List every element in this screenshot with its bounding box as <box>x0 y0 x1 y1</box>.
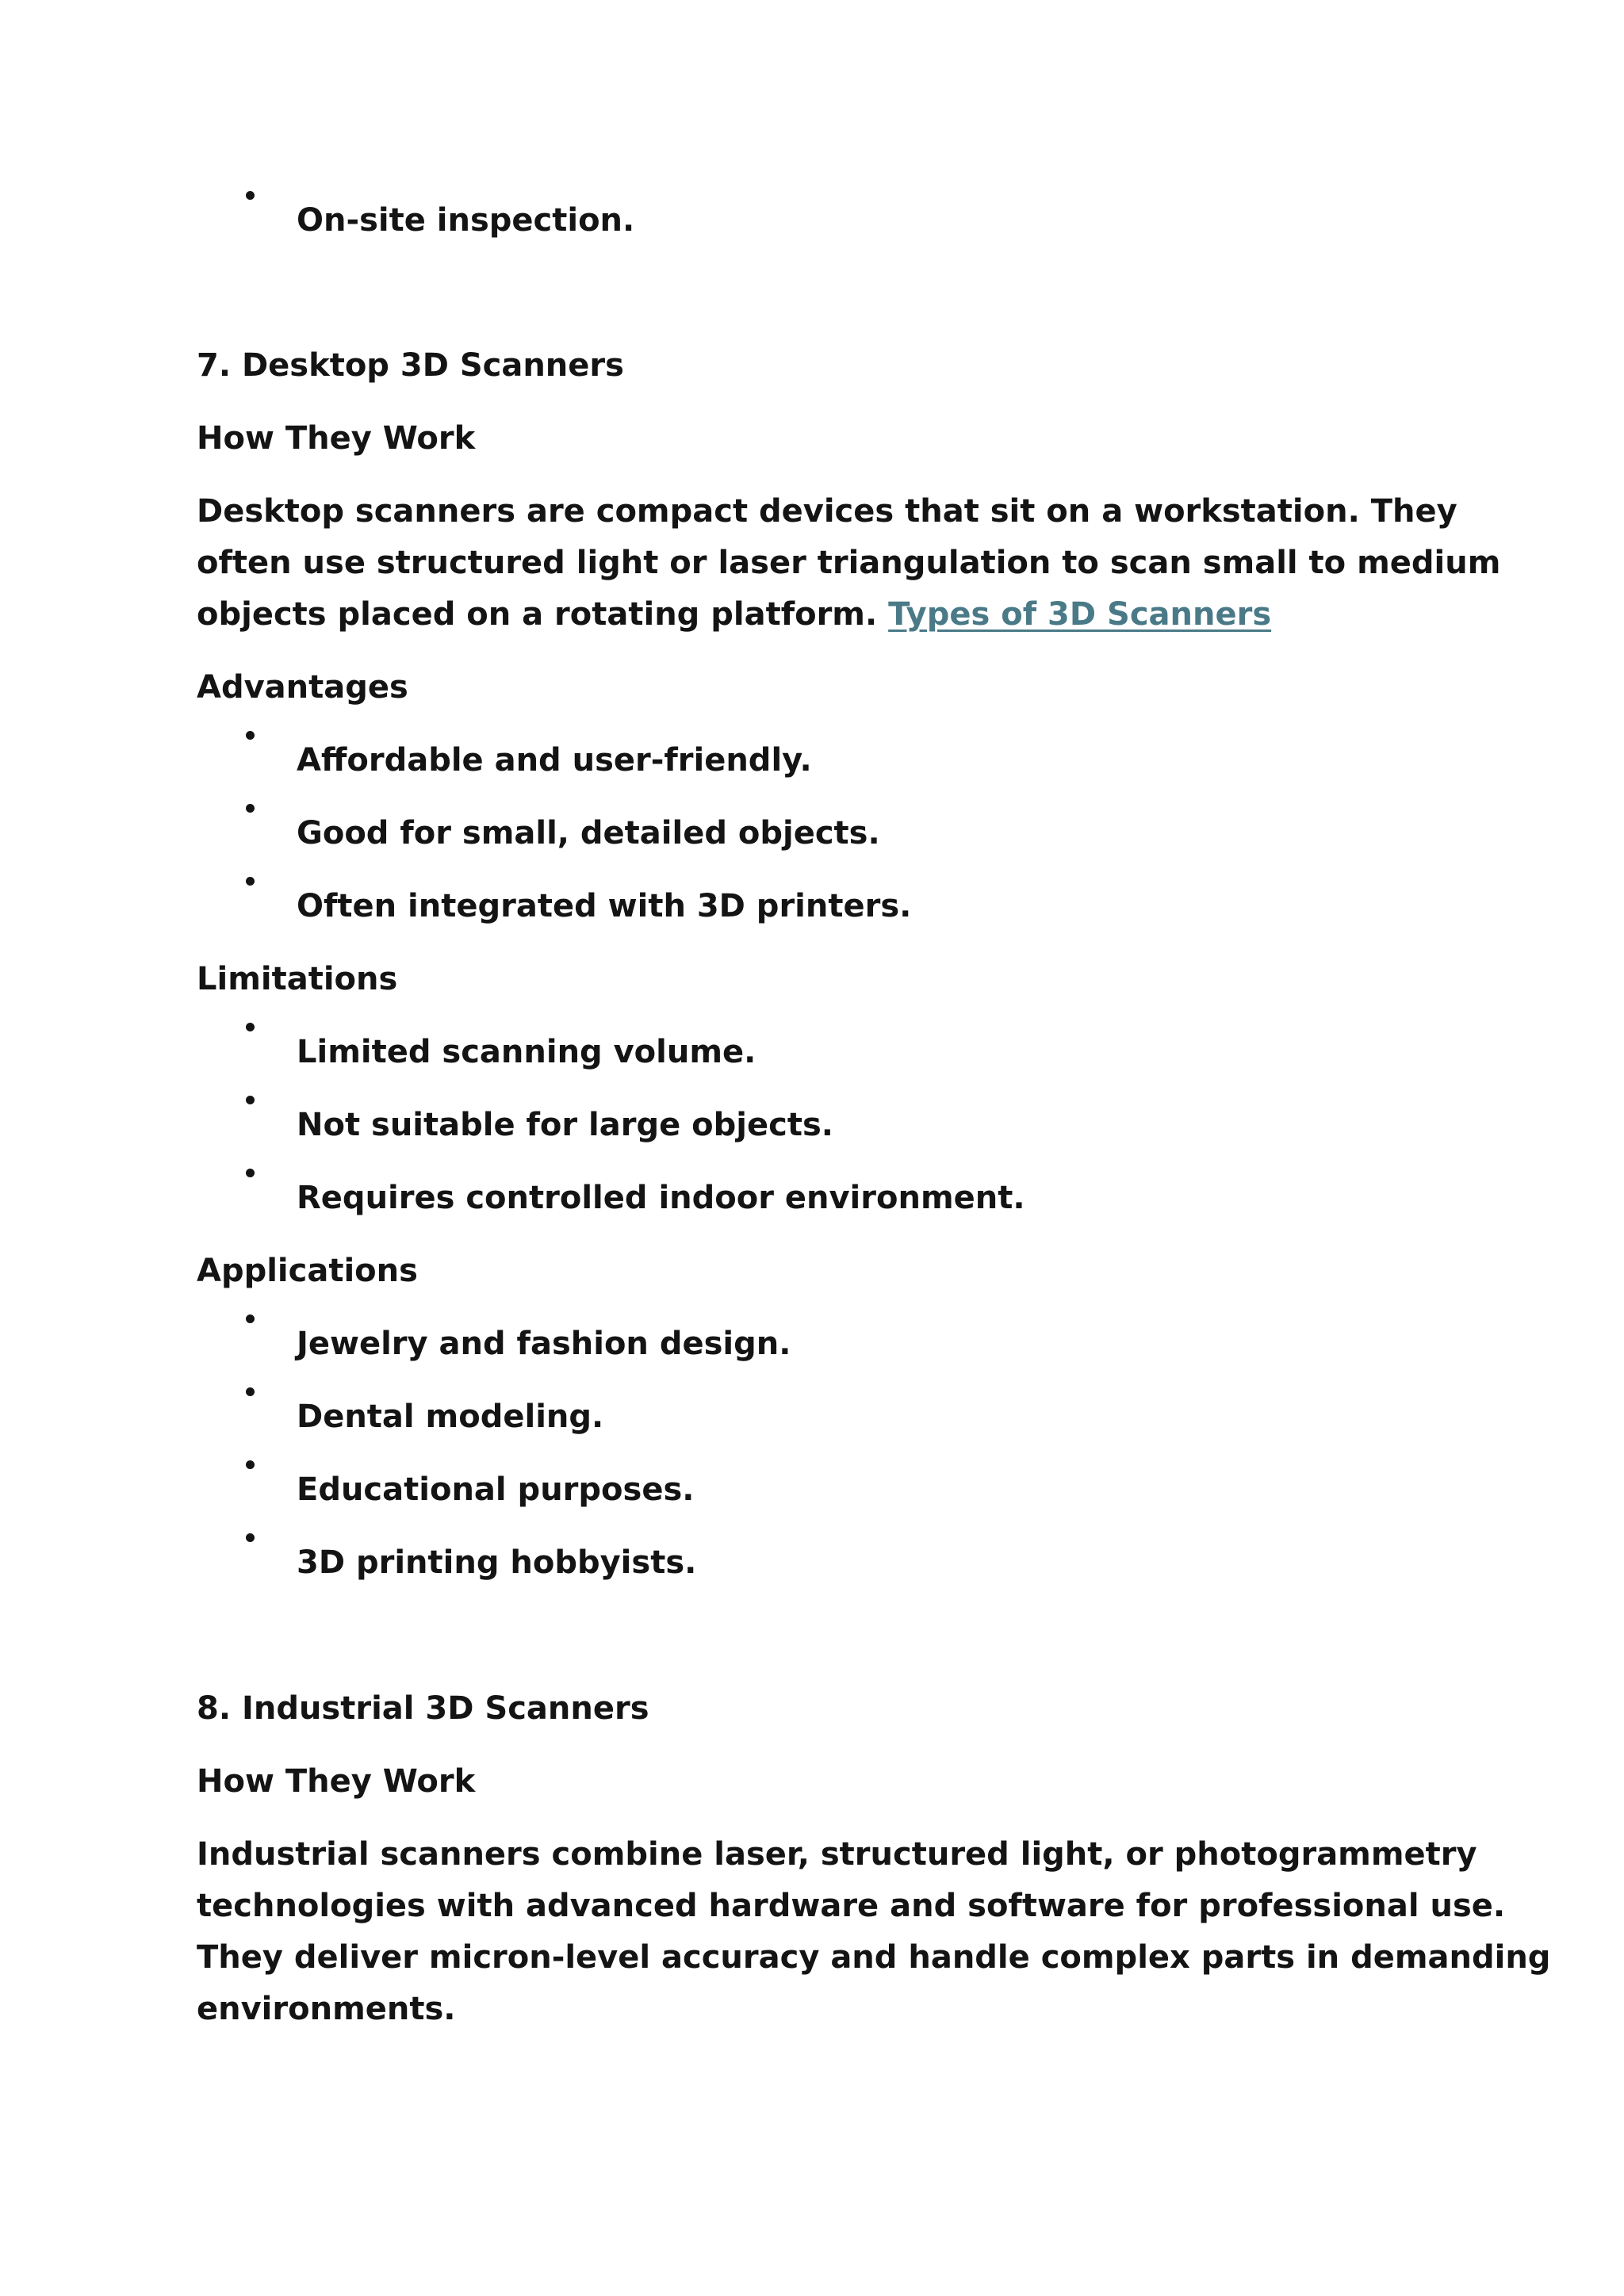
bullet-icon <box>246 191 255 200</box>
bullet-icon <box>246 1460 255 1469</box>
types-of-3d-scanners-link[interactable]: Types of 3D Scanners <box>888 596 1272 633</box>
bullet-icon <box>246 804 255 813</box>
subheading-limitations: Limitations <box>197 961 398 997</box>
list-item-text: 3D printing hobbyists. <box>297 1544 697 1581</box>
bullet-icon <box>246 1387 255 1396</box>
list-item-text: On-site inspection. <box>297 202 635 239</box>
bullet-icon <box>246 1096 255 1104</box>
list-item-text: Educational purposes. <box>297 1471 695 1508</box>
list-item-text: Jewelry and fashion design. <box>297 1326 791 1362</box>
bullet-icon <box>246 1023 255 1031</box>
paragraph-line: Industrial scanners combine laser, structured light, or photogrammetry <box>197 1836 1477 1873</box>
bullet-icon <box>246 1169 255 1177</box>
list-item-text: Dental modeling. <box>297 1399 604 1435</box>
paragraph-line: technologies with advanced hardware and software for professional use. <box>197 1888 1506 1924</box>
list-item-text: Limited scanning volume. <box>297 1034 756 1070</box>
subheading-applications: Applications <box>197 1253 418 1289</box>
section-heading: 8. Industrial 3D Scanners <box>197 1690 649 1727</box>
paragraph-line: environments. <box>197 1991 456 2027</box>
list-item-text: Often integrated with 3D printers. <box>297 888 912 924</box>
list-item-text: Requires controlled indoor environment. <box>297 1180 1025 1216</box>
paragraph-line: often use structured light or laser triangulation to scan small to medium <box>197 545 1501 581</box>
section-heading: 7. Desktop 3D Scanners <box>197 347 624 384</box>
bullet-icon <box>246 877 255 886</box>
subheading-how-they-work: How They Work <box>197 420 476 457</box>
paragraph-line <box>197 588 1271 641</box>
paragraph-line: Desktop scanners are compact devices that sit on a workstation. They <box>197 493 1457 530</box>
list-item-text: Good for small, detailed objects. <box>297 815 880 851</box>
bullet-icon <box>246 1533 255 1542</box>
subheading-how-they-work: How They Work <box>197 1763 476 1800</box>
bullet-icon <box>246 1314 255 1323</box>
list-item-text: Not suitable for large objects. <box>297 1107 833 1143</box>
bullet-icon <box>246 731 255 740</box>
list-item-text: Affordable and user-friendly. <box>297 742 812 779</box>
paragraph-text: objects placed on a rotating platform. <box>197 596 878 633</box>
subheading-advantages: Advantages <box>197 669 408 706</box>
paragraph-line: They deliver micron-level accuracy and handle complex parts in demanding <box>197 1939 1551 1976</box>
